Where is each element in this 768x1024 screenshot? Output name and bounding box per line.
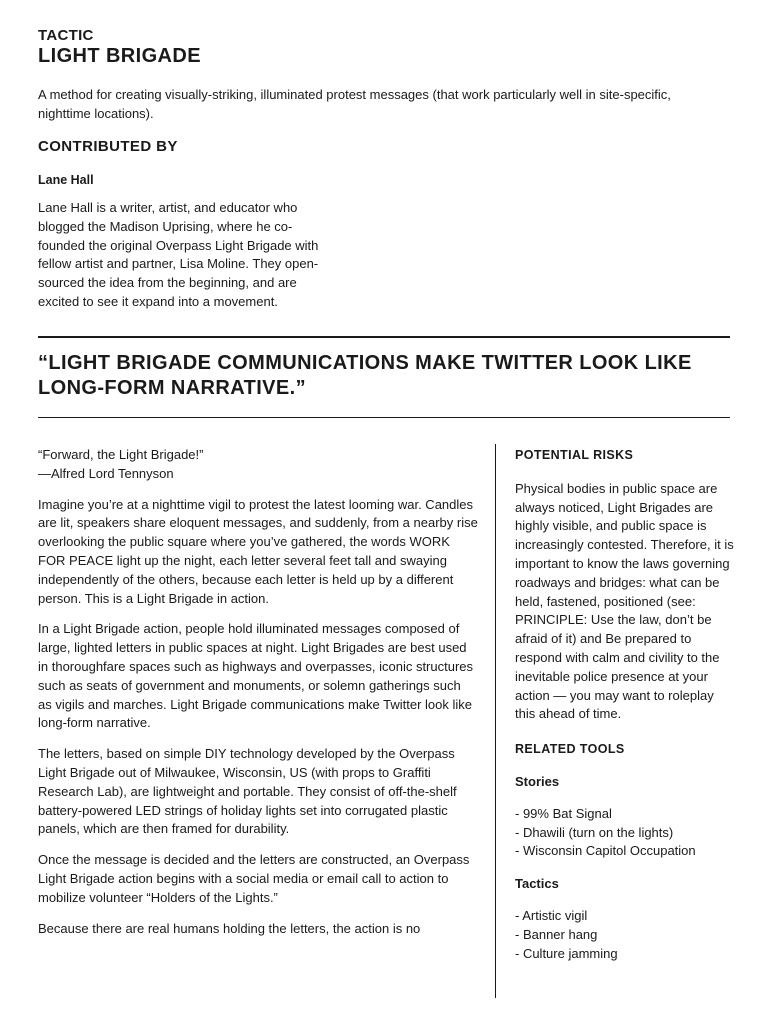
pull-quote-top-rule — [38, 336, 730, 338]
tactic-link[interactable]: - Artistic vigil — [515, 907, 588, 923]
contributor-name: Lane Hall — [38, 173, 94, 187]
tactics-heading: Tactics — [515, 876, 559, 892]
potential-risks-heading: POTENTIAL RISKS — [515, 448, 634, 462]
page-title: LIGHT BRIGADE — [38, 45, 201, 67]
main-column — [38, 446, 478, 950]
epigraph-quote: “Forward, the Light Brigade!” — [38, 447, 204, 462]
potential-risks-text: Physical bodies in public space are always noticed, Light Brigades are highly visible, and public space is increasingly contested. Therefore, it is important to know the laws governing roadways and bridges: what can be held, fastened, positioned (see: PRINCIPLE: Use the law, don’t be afraid of it) and Be prepared to respond with calm and civility to the inevitable police presence at your action — you may want to roleplay this ahead of time. — [515, 480, 734, 722]
body-paragraph: In a Light Brigade action, people hold illuminated messages composed of large, lighted letters in public spaces at night. Light Brigades are best used in thoroughfare spaces such as highways and overpasses, iconic structures such as seats of government and monuments, or solemn gatherings such as vigils and marches. Light Brigade communications make Twitter look like long-form narrative. — [38, 621, 474, 731]
pull-quote: “LIGHT BRIGADE COMMUNICATIONS MAKE TWITTER LOOK LIKE LONG-FORM NARRATIVE.” — [38, 352, 692, 399]
related-tools-heading: RELATED TOOLS — [515, 742, 625, 757]
body-paragraph: Because there are real humans holding the letters, the action is no — [38, 920, 421, 936]
tactics-list — [515, 907, 735, 963]
body-paragraph: The letters, based on simple DIY technology developed by the Overpass Light Brigade out of Milwaukee, Wisconsin, US (with props to Graffiti Research Lab), are lightweight and portable. They consist of off-the-shelf battery-powered LED strings of holiday lights set into corrugated plastic panels, which are then framed for durability. — [38, 746, 457, 837]
body-paragraph: Once the message is decided and the letters are constructed, an Overpass Light Brigade action begins with a social media or email call to action to mobilize volunteer “Holders of the Lights.” — [38, 852, 470, 905]
story-link[interactable]: - Wisconsin Capitol Occupation — [515, 843, 696, 859]
stories-list — [515, 805, 735, 861]
contributed-by-heading: CONTRIBUTED BY — [38, 138, 178, 155]
body-paragraph: Imagine you’re at a nighttime vigil to protest the latest looming war. Candles are lit, speakers share eloquent messages, and suddenly, from a nearby rise overlooking the public square where you’ve gathered, the words WORK FOR PEACE light up the night, each letter several feet tall and swaying independently of the others, because each letter is held up by a different person. This is a Light Brigade in action. — [38, 496, 478, 606]
epigraph-attribution: —Alfred Lord Tennyson — [38, 465, 174, 481]
story-link[interactable]: - 99% Bat Signal — [515, 805, 612, 821]
tactic-link[interactable]: - Culture jamming — [515, 945, 618, 961]
tactic-label: TACTIC — [38, 27, 94, 44]
pull-quote-bottom-rule — [38, 417, 730, 418]
tactic-summary: A method for creating visually-striking, illuminated protest messages (that work particularly well in site-specific, nighttime locations). — [38, 87, 671, 121]
contributor-bio: Lane Hall is a writer, artist, and educator who blogged the Madison Uprising, where he co-founded the original Overpass Light Brigade with fellow artist and partner, Lisa Moline. They open-sourced the idea from the beginning, and are excited to see it expand into a movement. — [38, 200, 319, 309]
tactic-link[interactable]: - Banner hang — [515, 926, 598, 942]
column-divider — [495, 444, 496, 998]
epigraph — [38, 446, 478, 484]
stories-heading: Stories — [515, 773, 560, 789]
story-link[interactable]: - Dhawili (turn on the lights) — [515, 824, 674, 840]
sidebar — [515, 446, 735, 963]
